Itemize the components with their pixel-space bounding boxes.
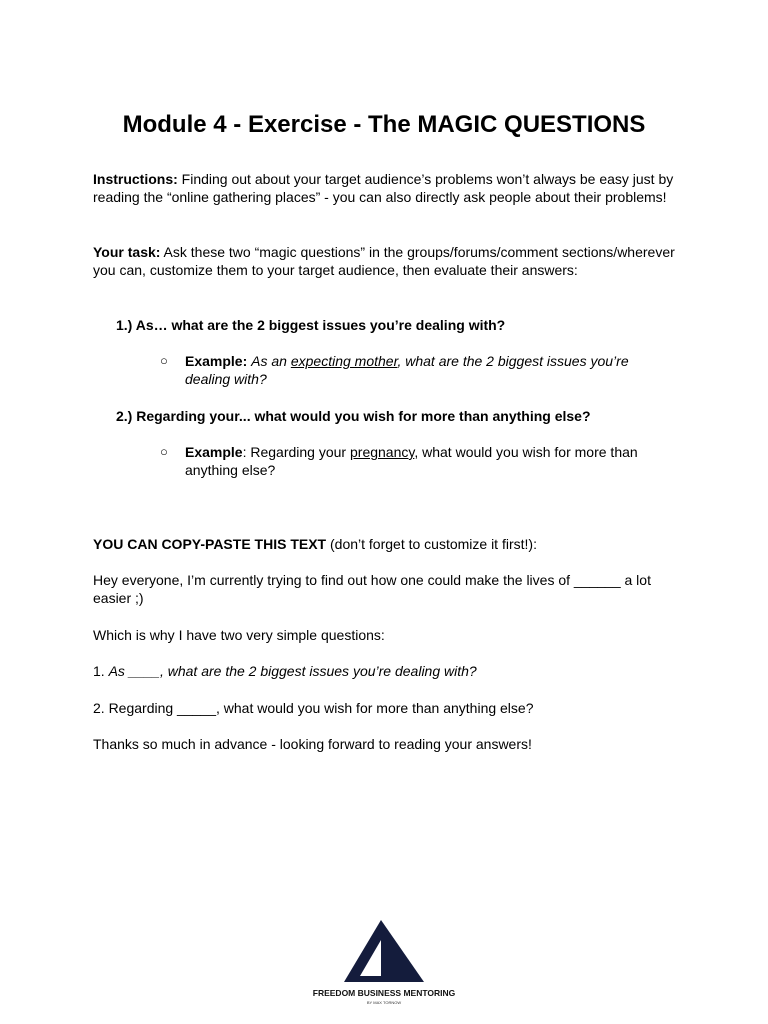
copy-closing: Thanks so much in advance - looking forward to reading your answers! — [93, 736, 532, 752]
bullet-icon: ○ — [160, 353, 168, 368]
copy-question-1 — [93, 662, 681, 680]
triangle-logo-icon — [300, 912, 468, 988]
copy-line-2: Which is why I have two very simple questions: — [93, 627, 385, 643]
copy-question-2: 2. Regarding _____, what would you wish for more than anything else? — [93, 700, 534, 716]
example-1-pre: As an — [251, 353, 291, 369]
task-paragraph — [93, 243, 681, 280]
copy-paste-heading — [93, 535, 681, 553]
example-2 — [160, 443, 675, 480]
example-1 — [160, 352, 675, 389]
example-2-pre: : Regarding your — [242, 444, 350, 460]
example-1-underlined: expecting mother — [290, 353, 398, 369]
example-2-post: , what would you wish for more than anything else? — [185, 444, 638, 479]
question-2: 2.) Regarding your... what would you wish for more than anything else? — [116, 408, 591, 424]
copy-paste-note: (don’t forget to customize it first!): — [326, 536, 537, 552]
task-text: Ask these two “magic questions” in the groups/forums/comment sections/wherever you can, customize them to your target audience, then evaluate their answers: — [93, 244, 675, 279]
example-2-underlined: pregnancy — [350, 444, 415, 460]
instructions-paragraph — [93, 170, 681, 207]
page-title: Module 4 - Exercise - The MAGIC QUESTIONS — [122, 111, 646, 138]
example-1-post: , what are the 2 biggest issues you’re dealing with? — [185, 353, 629, 388]
copy-question-1-number: 1. — [93, 663, 109, 679]
copy-question-1-text: As ____, what are the 2 biggest issues you’re dealing with? — [108, 663, 477, 679]
brand-logo — [300, 912, 468, 1016]
example-2-label: Example — [185, 444, 243, 460]
logo-subtitle: BY MAX TORNOW — [366, 1000, 402, 1005]
question-1: 1.) As… what are the 2 biggest issues you’re dealing with? — [116, 317, 506, 333]
task-label: Your task: — [93, 244, 161, 260]
copy-line-1: Hey everyone, I’m currently trying to find out how one could make the lives of ______ a lot easier ;) — [93, 572, 651, 607]
logo-name: FREEDOM BUSINESS MENTORING — [312, 988, 456, 998]
example-1-label: Example: — [185, 353, 248, 369]
instructions-label: Instructions: — [93, 171, 178, 187]
bullet-icon: ○ — [160, 444, 168, 459]
instructions-text: Finding out about your target audience’s problems won’t always be easy just by reading the “online gathering places” - you can also directly ask people about their problems! — [93, 171, 674, 206]
copy-paste-label: YOU CAN COPY-PASTE THIS TEXT — [93, 536, 327, 552]
